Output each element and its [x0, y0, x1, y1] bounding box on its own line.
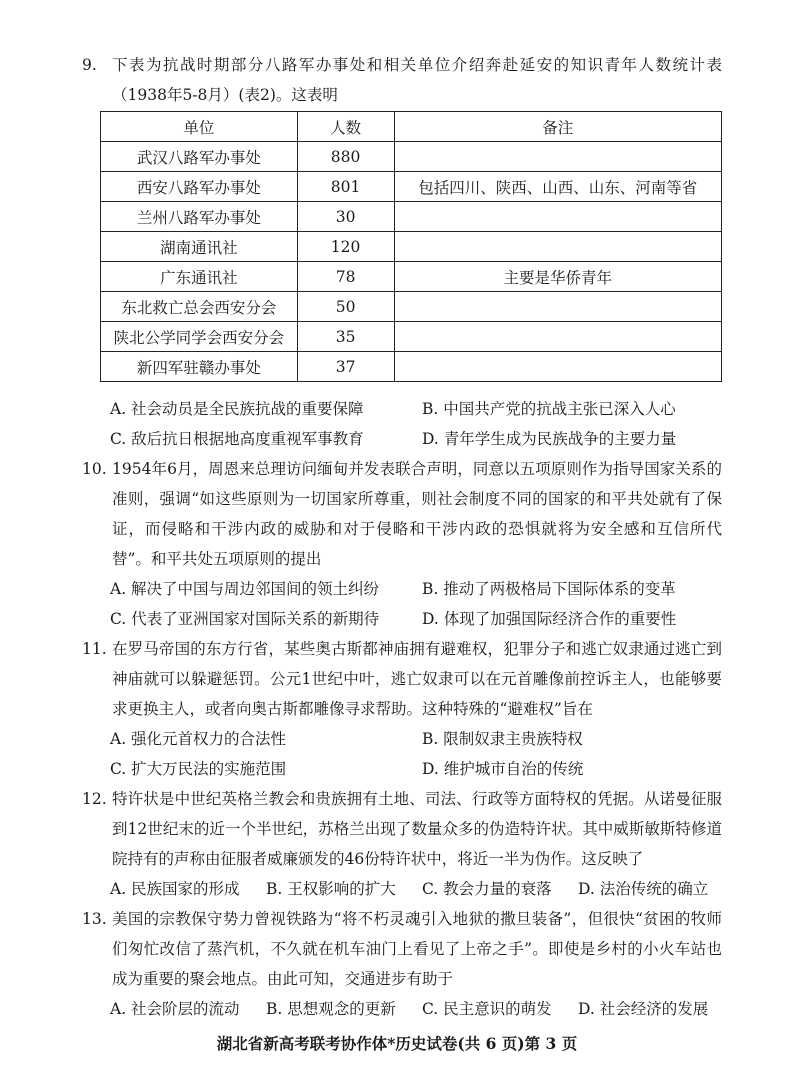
table-cell: 东北救亡总会西安分会	[101, 292, 298, 322]
table-cell: 武汉八路军办事处	[101, 142, 298, 172]
option-d[interactable]: D. 社会经济的发展	[578, 1000, 709, 1018]
table-cell: 880	[297, 142, 394, 172]
table-row	[101, 202, 722, 232]
table-cell	[394, 202, 721, 232]
option-c[interactable]: C. 敌后抗日根据地高度重视军事教育	[110, 430, 364, 448]
option-c[interactable]: C. 代表了亚洲国家对国际关系的新期待	[110, 610, 380, 628]
question-number: 11.	[82, 640, 107, 658]
table-cell: 广东通讯社	[101, 262, 298, 292]
option-d[interactable]: D. 维护城市自治的传统	[422, 760, 584, 778]
table-row	[101, 142, 722, 172]
table-row	[101, 262, 722, 292]
question-stem: 1954年6月，周恩来总理访问缅甸并发表联合声明，同意以五项原则作为指导国家关系的准则，强调“如这些原则为一切国家所尊重，则社会制度不同的国家的和平共处就有了保证，而侵略和干涉内政的威胁和对于侵略和干涉内政的恐惧就将为安全感和互信所代替”。和平共处五项原则的提出	[112, 460, 722, 568]
table-header-cell: 单位	[101, 112, 298, 142]
page-footer: 湖北省新高考联考协作体*历史试卷(共 6 页)第 3 页	[216, 1034, 578, 1053]
table-cell: 陕北公学同学会西安分会	[101, 322, 298, 352]
option-b[interactable]: B. 思想观念的更新	[266, 1000, 396, 1018]
table-cell: 120	[297, 232, 394, 262]
table-cell	[394, 352, 721, 382]
q13-options	[110, 994, 730, 1024]
option-b[interactable]: B. 王权影响的扩大	[266, 880, 396, 898]
table-row	[101, 322, 722, 352]
table-cell: 35	[297, 322, 394, 352]
table-row	[101, 292, 722, 322]
question-13	[82, 904, 722, 994]
table-cell: 新四军驻赣办事处	[101, 352, 298, 382]
table-cell: 西安八路军办事处	[101, 172, 298, 202]
data-table	[100, 111, 722, 382]
table-cell: 兰州八路军办事处	[101, 202, 298, 232]
option-a[interactable]: A. 社会动员是全民族抗战的重要保障	[110, 400, 364, 418]
table-cell	[394, 232, 721, 262]
q10-options	[110, 574, 730, 634]
table-cell: 30	[297, 202, 394, 232]
question-stem: 在罗马帝国的东方行省，某些奥古斯都神庙拥有避难权，犯罪分子和逃亡奴隶通过逃亡到神庙就可以躲避惩罚。公元1世纪中叶，逃亡奴隶可以在元首雕像前控诉主人，也能够要求更换主人，或者向奥古斯都雕像寻求帮助。这种特殊的“避难权”旨在	[112, 640, 722, 718]
question-number: 12.	[82, 790, 107, 808]
question-number: 9.	[82, 56, 97, 74]
question-number: 13.	[82, 910, 107, 928]
option-a[interactable]: A. 社会阶层的流动	[110, 1000, 240, 1018]
question-stem: 下表为抗战时期部分八路军办事处和相关单位介绍奔赴延安的知识青年人数统计表（1938年5-8月）(表2)。这表明	[112, 56, 722, 104]
table-cell: 37	[297, 352, 394, 382]
question-11	[82, 634, 722, 724]
option-a[interactable]: A. 强化元首权力的合法性	[110, 730, 287, 748]
table-cell	[394, 322, 721, 352]
table-cell: 801	[297, 172, 394, 202]
q11-options	[110, 724, 730, 784]
table-cell	[394, 142, 721, 172]
q12-options	[110, 874, 730, 904]
question-number: 10.	[82, 460, 107, 478]
option-d[interactable]: D. 青年学生成为民族战争的主要力量	[422, 430, 677, 448]
table-cell: 湖南通讯社	[101, 232, 298, 262]
option-c[interactable]: C. 扩大万民法的实施范围	[110, 760, 287, 778]
table-cell: 78	[297, 262, 394, 292]
option-b[interactable]: B. 推动了两极格局下国际体系的变革	[422, 580, 676, 598]
table-cell	[394, 292, 721, 322]
table-cell: 50	[297, 292, 394, 322]
question-12	[82, 784, 722, 874]
option-a[interactable]: A. 解决了中国与周边邻国间的领土纠纷	[110, 580, 380, 598]
option-c[interactable]: C. 民主意识的萌发	[422, 1000, 552, 1018]
option-d[interactable]: D. 法治传统的确立	[578, 880, 709, 898]
option-a[interactable]: A. 民族国家的形成	[110, 880, 240, 898]
table-header-cell: 人数	[297, 112, 394, 142]
question-9	[82, 50, 722, 110]
option-c[interactable]: C. 教会力量的衰落	[422, 880, 552, 898]
table-row	[101, 352, 722, 382]
table-row	[101, 232, 722, 262]
table-row	[101, 172, 722, 202]
question-stem: 特许状是中世纪英格兰教会和贵族拥有土地、司法、行政等方面特权的凭据。从诺曼征服到12世纪末的近一个半世纪，苏格兰出现了数量众多的伪造特许状。其中威斯敏斯特修道院持有的声称由征服者威廉颁发的46份特许状中，将近一半为伪作。这反映了	[112, 790, 722, 868]
question-10	[82, 454, 722, 574]
table-cell: 包括四川、陕西、山西、山东、河南等省	[394, 172, 721, 202]
table-cell: 主要是华侨青年	[394, 262, 721, 292]
option-d[interactable]: D. 体现了加强国际经济合作的重要性	[422, 610, 677, 628]
option-b[interactable]: B. 限制奴隶主贵族特权	[422, 730, 583, 748]
option-b[interactable]: B. 中国共产党的抗战主张已深入人心	[422, 400, 676, 418]
q9-options	[110, 394, 730, 454]
table-header-row	[101, 112, 722, 142]
question-stem: 美国的宗教保守势力曾视铁路为“将不朽灵魂引入地狱的撒旦装备”，但很快“贫困的牧师们匆忙改信了蒸汽机，不久就在机车油门上看见了上帝之手”。即使是乡村的小火车站也成为重要的聚会地点。由此可知，交通进步有助于	[112, 910, 722, 988]
table-header-cell: 备注	[394, 112, 721, 142]
